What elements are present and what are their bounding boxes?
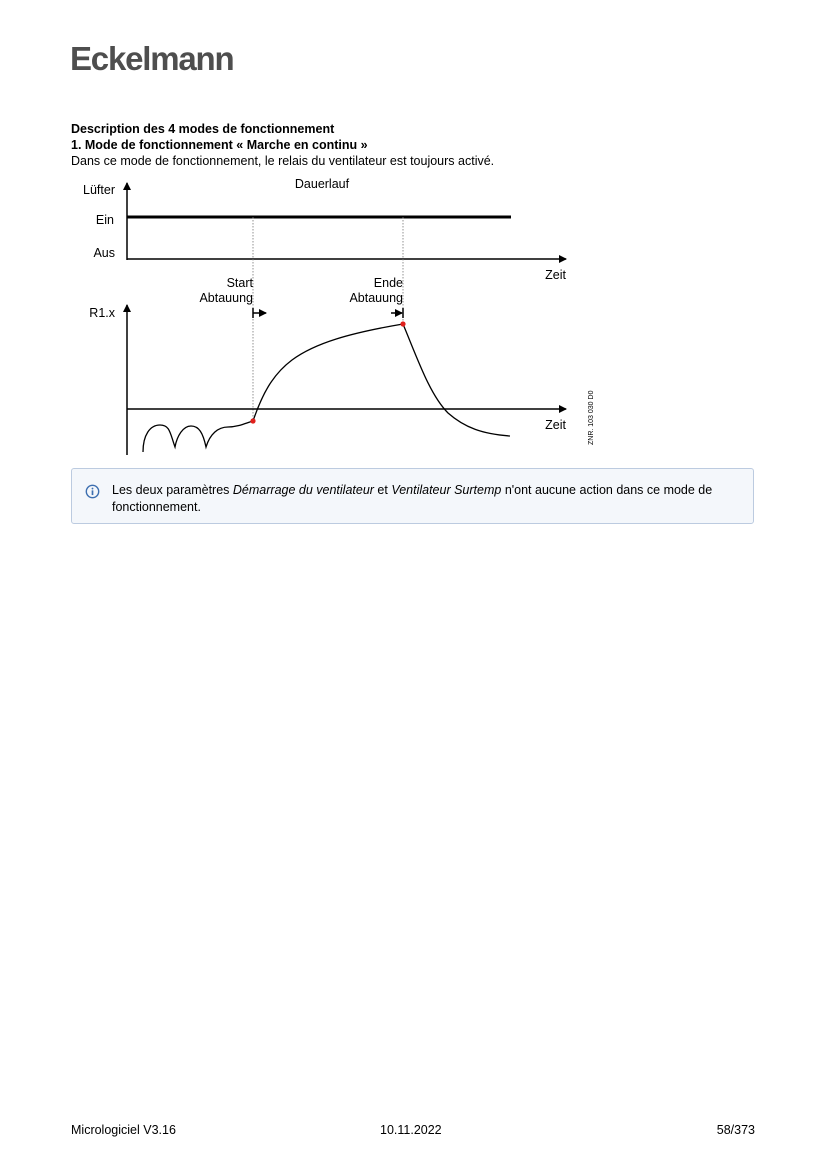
footer-page-number: 58/373 bbox=[716, 1123, 755, 1137]
start-label-2: Abtauung bbox=[199, 291, 253, 305]
end-label-2: Abtauung bbox=[349, 291, 403, 305]
on-label: Ein bbox=[95, 213, 114, 227]
footer-date: 10.11.2022 bbox=[380, 1123, 442, 1137]
top-time-label: Zeit bbox=[545, 268, 566, 282]
note-text-before: Les deux paramètres bbox=[112, 483, 233, 497]
eckelmann-logo: Eckelmann bbox=[70, 40, 234, 77]
start-label-1: Start bbox=[226, 276, 253, 290]
end-arrow-icon bbox=[391, 308, 403, 318]
section-description: Dans ce mode de fonctionnement, le relais du ventilateur est toujours activé. bbox=[71, 154, 495, 168]
section-title: Description des 4 modes de fonctionnement bbox=[71, 122, 335, 136]
start-defrost-point bbox=[250, 418, 255, 423]
note-text-after: n'ont aucune action dans ce mode de fonctionnement. bbox=[112, 483, 713, 514]
note-param-1: Démarrage du ventilateur bbox=[232, 483, 374, 497]
bottom-time-label: Zeit bbox=[545, 418, 566, 432]
note-text bbox=[112, 482, 732, 516]
end-label-1: Ende bbox=[373, 276, 403, 290]
end-defrost-point bbox=[400, 321, 405, 326]
info-note bbox=[71, 468, 754, 524]
note-text-mid: et bbox=[373, 483, 392, 497]
diagram-title: Dauerlauf bbox=[294, 177, 350, 191]
off-label: Aus bbox=[93, 246, 115, 260]
continuous-operation-diagram bbox=[60, 170, 620, 460]
footer-firmware-version: Micrologiciel V3.16 bbox=[71, 1123, 176, 1137]
value-axis-label: R1.x bbox=[89, 306, 115, 320]
info-icon bbox=[85, 484, 100, 499]
fan-axis-label: Lüfter bbox=[83, 183, 115, 197]
drawing-number: ZNR. 103 030 D0 bbox=[588, 390, 595, 445]
section-subtitle: 1. Mode de fonctionnement « Marche en continu » bbox=[71, 138, 368, 152]
start-arrow-icon bbox=[253, 308, 266, 318]
note-param-2: Ventilateur Surtemp bbox=[391, 483, 502, 497]
temperature-curve bbox=[143, 324, 510, 452]
